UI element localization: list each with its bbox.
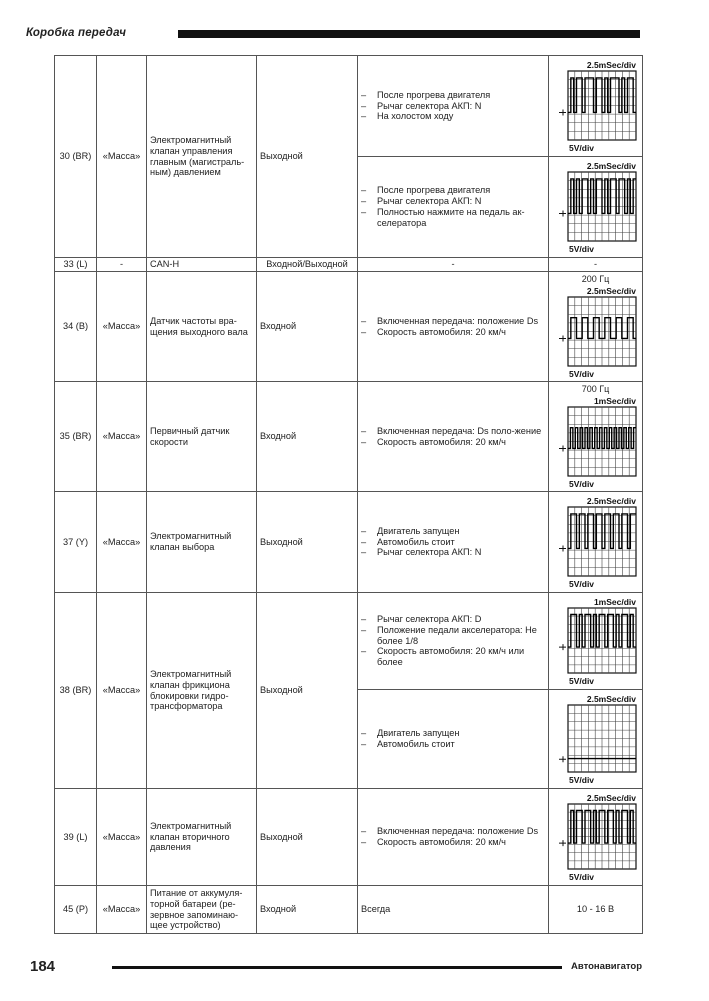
oscilloscope-waveform	[554, 59, 638, 153]
oscilloscope-waveform	[554, 792, 638, 882]
condition-cell	[358, 690, 549, 789]
condition-cell	[358, 157, 549, 258]
waveform-cell	[549, 690, 643, 789]
signal-type-cell: Выходной	[257, 56, 358, 258]
condition-cell	[358, 272, 549, 382]
condition-item: – Скорость автомобиля: 20 км/ч	[361, 437, 545, 448]
component-cell: Электромагнитный клапан управления главным (магистраль-ным) давлением	[147, 56, 257, 258]
condition-cell	[358, 593, 549, 690]
condition-cell	[358, 382, 549, 492]
component-cell: Электромагнитный клапан выбора	[147, 492, 257, 593]
pin-cell: 39 (L)	[55, 789, 97, 886]
table-row	[55, 382, 643, 492]
condition-item: – После прогрева двигателя	[361, 90, 545, 101]
condition-item: – Положение педали акселератора: Не более 1/8	[361, 625, 545, 647]
condition-item: – Рычаг селектора АКП: N	[361, 547, 545, 558]
ground-cell: «Масса»	[97, 492, 147, 593]
pin-cell: 45 (P)	[55, 886, 97, 934]
page-number: 184	[30, 958, 56, 975]
condition-item: – Рычаг селектора АКП: N	[361, 196, 545, 207]
condition-cell: -	[358, 258, 549, 272]
volt-scale-label: 5V/div	[568, 143, 594, 153]
condition-item: – Включенная передача: Ds поло-жение	[361, 426, 545, 437]
component-cell: Датчик частоты вра-щения выходного вала	[147, 272, 257, 382]
pin-cell: 35 (BR)	[55, 382, 97, 492]
table-row	[55, 886, 643, 934]
signal-type-cell: Входной/Выходной	[257, 258, 358, 272]
ground-cell: -	[97, 258, 147, 272]
waveform-cell	[549, 56, 643, 157]
component-cell: Первичный датчик скорости	[147, 382, 257, 492]
timebase-label: 2.5mSec/div	[586, 694, 636, 704]
condition-item: – Двигатель запущен	[361, 526, 545, 537]
ground-cell: «Масса»	[97, 789, 147, 886]
timebase-label: 2.5mSec/div	[586, 496, 636, 506]
pin-cell: 38 (BR)	[55, 593, 97, 789]
volt-scale-label: 5V/div	[568, 369, 594, 379]
oscilloscope-waveform	[554, 495, 638, 589]
volt-scale-label: 5V/div	[568, 872, 594, 882]
waveform-cell	[549, 593, 643, 690]
page-footer	[26, 956, 646, 976]
condition-item: – Скорость автомобиля: 20 км/ч	[361, 327, 545, 338]
timebase-label: 2.5mSec/div	[586, 793, 636, 803]
oscilloscope-waveform	[554, 160, 638, 254]
volt-scale-label: 5V/div	[568, 479, 594, 489]
ground-marker	[559, 545, 566, 551]
condition-item: – Включенная передача: положение Ds	[361, 316, 545, 327]
table-row	[55, 492, 643, 593]
condition-cell	[358, 56, 549, 157]
pin-cell: 34 (B)	[55, 272, 97, 382]
ground-marker	[559, 756, 566, 762]
component-cell: Питание от аккумуля-торной батареи (ре-зервное запоминаю-щее устройство)	[147, 886, 257, 934]
table-row	[55, 593, 643, 690]
table-row	[55, 258, 643, 272]
ground-marker	[559, 210, 566, 216]
component-cell: Электромагнитный клапан вторичного давления	[147, 789, 257, 886]
value-cell: -	[549, 258, 643, 272]
oscilloscope-waveform	[554, 693, 638, 785]
waveform-cell	[549, 789, 643, 886]
signal-type-cell: Входной	[257, 886, 358, 934]
condition-item: – На холостом ходу	[361, 111, 545, 122]
condition-item: – Автомобиль стоит	[361, 739, 545, 750]
oscilloscope-waveform	[554, 285, 638, 379]
signal-type-cell: Входной	[257, 382, 358, 492]
condition-item: – Скорость автомобиля: 20 км/ч или более	[361, 646, 545, 668]
frequency-label: 200 Гц	[581, 274, 610, 284]
timebase-label: 2.5mSec/div	[586, 161, 636, 171]
condition-item: – Рычаг селектора АКП: D	[361, 614, 545, 625]
oscilloscope-waveform	[554, 395, 638, 489]
oscilloscope-waveform	[554, 596, 638, 686]
timebase-label: 1mSec/div	[593, 396, 636, 406]
ground-cell: «Масса»	[97, 382, 147, 492]
table-row	[55, 272, 643, 382]
ground-cell: «Масса»	[97, 886, 147, 934]
signal-type-cell: Входной	[257, 272, 358, 382]
ground-marker	[559, 840, 566, 846]
table-row	[55, 56, 643, 157]
footer-rule	[112, 966, 562, 969]
timebase-label: 2.5mSec/div	[586, 60, 636, 70]
condition-cell	[358, 492, 549, 593]
waveform-cell	[549, 492, 643, 593]
volt-scale-label: 5V/div	[568, 244, 594, 254]
connector-pin-table	[54, 55, 643, 934]
signal-trace	[568, 428, 636, 449]
signal-type-cell: Выходной	[257, 789, 358, 886]
condition-item: – Включенная передача: положение Ds	[361, 826, 545, 837]
condition-item: – Скорость автомобиля: 20 км/ч	[361, 837, 545, 848]
component-cell: CAN-H	[147, 258, 257, 272]
header-rule	[178, 30, 640, 38]
component-cell: Электромагнитный клапан фрикциона блокировки гидро-трансформатора	[147, 593, 257, 789]
volt-scale-label: 5V/div	[568, 676, 594, 686]
condition-item: – Автомобиль стоит	[361, 537, 545, 548]
volt-scale-label: 5V/div	[568, 775, 594, 785]
signal-type-cell: Выходной	[257, 492, 358, 593]
waveform-cell	[549, 272, 643, 382]
frequency-label: 700 Гц	[581, 384, 610, 394]
condition-cell	[358, 789, 549, 886]
condition-item: – После прогрева двигателя	[361, 185, 545, 196]
ground-cell: «Масса»	[97, 272, 147, 382]
volt-scale-label: 5V/div	[568, 579, 594, 589]
pin-cell: 30 (BR)	[55, 56, 97, 258]
ground-marker	[559, 445, 566, 451]
condition-item: – Рычаг селектора АКП: N	[361, 101, 545, 112]
waveform-cell	[549, 157, 643, 258]
ground-marker	[559, 644, 566, 650]
ground-cell: «Масса»	[97, 56, 147, 258]
condition-cell: Всегда	[358, 886, 549, 934]
condition-item: – Двигатель запущен	[361, 728, 545, 739]
table-row	[55, 789, 643, 886]
timebase-label: 1mSec/div	[593, 597, 636, 607]
section-title: Коробка передач	[26, 27, 127, 39]
pin-cell: 33 (L)	[55, 258, 97, 272]
ground-marker	[559, 109, 566, 115]
ground-cell: «Масса»	[97, 593, 147, 789]
page-header	[26, 26, 640, 44]
pin-cell: 37 (Y)	[55, 492, 97, 593]
waveform-cell	[549, 382, 643, 492]
ground-marker	[559, 335, 566, 341]
condition-item: – Полностью нажмите на педаль ак-селератора	[361, 207, 545, 229]
timebase-label: 2.5mSec/div	[586, 286, 636, 296]
publisher-name: Автонавигатор	[571, 961, 642, 972]
signal-type-cell: Выходной	[257, 593, 358, 789]
value-cell: 10 - 16 В	[549, 886, 643, 934]
